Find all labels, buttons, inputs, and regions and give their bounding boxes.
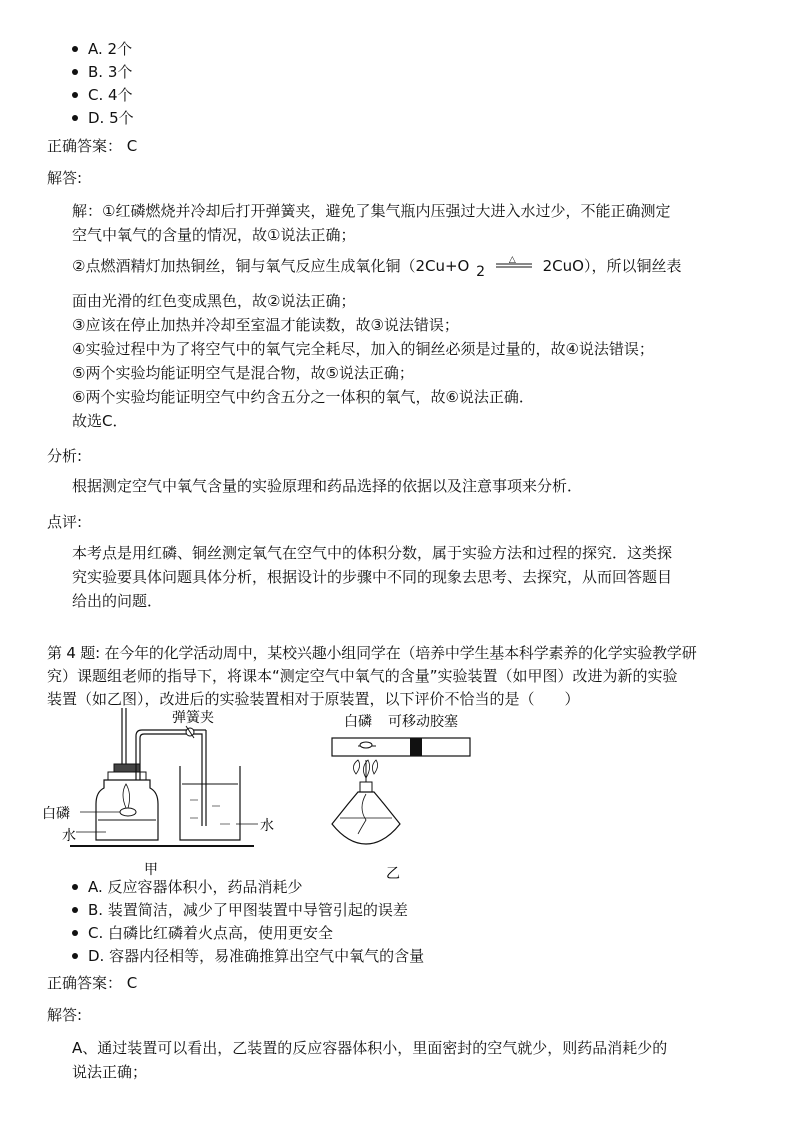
caption-jia: 甲 (144, 862, 158, 878)
q3-comment-line-3: 给出的问题． (72, 592, 163, 610)
q3-solution-line-2: 空气中氧气的含量的情况，故①说法正确； (72, 226, 356, 244)
q4-stem-line-3: 装置（如乙图），改进后的实验装置相对于原装置，以下评价不恰当的是（ ） (47, 690, 580, 708)
apparatus-yi (332, 738, 470, 844)
q3-solution-line-3: 面由光滑的红色变成黑色，故②说法正确； (72, 292, 356, 310)
label-white-phosphorus-left: 白磷 (42, 806, 70, 822)
heat-symbol: △ (508, 254, 516, 265)
q4-solution-label: 解答: (47, 1006, 83, 1024)
q3-solution-line-7: ⑥两个实验均能证明空气中约含五分之一体积的氧气，故⑥说法正确． (72, 388, 534, 406)
q4-answer (47, 972, 137, 993)
q3-solution-line-4: ③应该在停止加热并冷却至室温才能读数，故③说法错误； (72, 316, 459, 334)
q4-option-d: D. 容器内径相等，易准确推算出空气中氧气的含量 (60, 945, 424, 968)
label-spring-clip: 弹簧夹 (172, 710, 214, 726)
q3-analysis-label: 分析: (47, 447, 83, 465)
q3-formula-sub: 2 (476, 264, 486, 280)
q3-comment-line-2: 究实验要具体问题具体分析，根据设计的步骤中不同的现象去思考、去探究，从而回答题目 (72, 568, 673, 586)
q3-answer-value: C (126, 137, 138, 155)
experiment-figure (40, 708, 500, 880)
q3-comment-label: 点评: (47, 513, 83, 531)
q3-solution-line-8: 故选C． (72, 412, 128, 430)
q4-option-a: A. 反应容器体积小，药品消耗少 (60, 876, 424, 899)
q4-options (60, 876, 424, 968)
q3-option-b: B. 3个 (60, 61, 134, 84)
q4-answer-value: C (126, 974, 138, 992)
q3-formula-line (72, 254, 681, 279)
q3-solution-line-1: 解：①红磷燃烧并冷却后打开弹簧夹，避免了集气瓶内压强过大进入水过少，不能正确测定 (72, 202, 671, 220)
q4-option-b: B. 装置简洁，减少了甲图装置中导管引起的误差 (60, 899, 424, 922)
q3-option-a: A. 2个 (60, 38, 134, 61)
q4-option-c: C. 白磷比红磷着火点高，使用更安全 (60, 922, 424, 945)
label-white-phosphorus-right: 白磷 (344, 714, 372, 730)
q3-option-c: C. 4个 (60, 84, 134, 107)
q3-answer-label: 正确答案： (47, 137, 123, 155)
q3-solution-label: 解答: (47, 169, 83, 187)
q4-solution-line-2: 说法正确； (72, 1063, 148, 1081)
q3-solution-line-5: ④实验过程中为了将空气中的氧气完全耗尽，加入的铜丝必须是过量的，故④说法错误； (72, 340, 654, 358)
label-movable-stopper: 可移动胶塞 (388, 714, 458, 730)
double-line-icon (494, 254, 534, 274)
q3-formula-pre: ②点燃酒精灯加热铜丝，铜与氧气反应生成氧化铜（2Cu+O (72, 257, 470, 275)
q3-options (60, 38, 134, 130)
q3-comment-line-1: 本考点是用红磷、铜丝测定氧气在空气中的体积分数，属于实验方法和过程的探究．这类探 (72, 544, 673, 562)
label-water-left: 水 (62, 828, 76, 844)
caption-yi: 乙 (386, 866, 400, 880)
q3-option-d: D. 5个 (60, 107, 134, 130)
q4-solution-line-1: A、通过装置可以看出，乙装置的反应容器体积小，里面密封的空气就少，则药品消耗少的 (72, 1039, 668, 1057)
reaction-condition-arrow (494, 254, 534, 274)
q4-answer-label: 正确答案： (47, 974, 123, 992)
q3-answer (47, 135, 137, 156)
q3-analysis-text: 根据测定空气中氧气含量的实验原理和药品选择的依据以及注意事项来分析． (72, 477, 583, 495)
q3-formula-post: 2CuO），所以铜丝表 (542, 257, 682, 275)
apparatus-jia (70, 708, 258, 846)
label-water-right: 水 (260, 818, 274, 834)
q4-stem-line-2: 究）课题组老师的指导下，将课本“测定空气中氧气的含量”实验装置（如甲图）改进为新的实验 (47, 667, 678, 685)
q4-stem-line-1: 第 4 题: 在今年的化学活动周中，某校兴趣小组同学在（培养中学生基本科学素养的化学实验教学研 (47, 644, 697, 662)
q3-solution-line-6: ⑤两个实验均能证明空气是混合物，故⑤说法正确； (72, 364, 414, 382)
